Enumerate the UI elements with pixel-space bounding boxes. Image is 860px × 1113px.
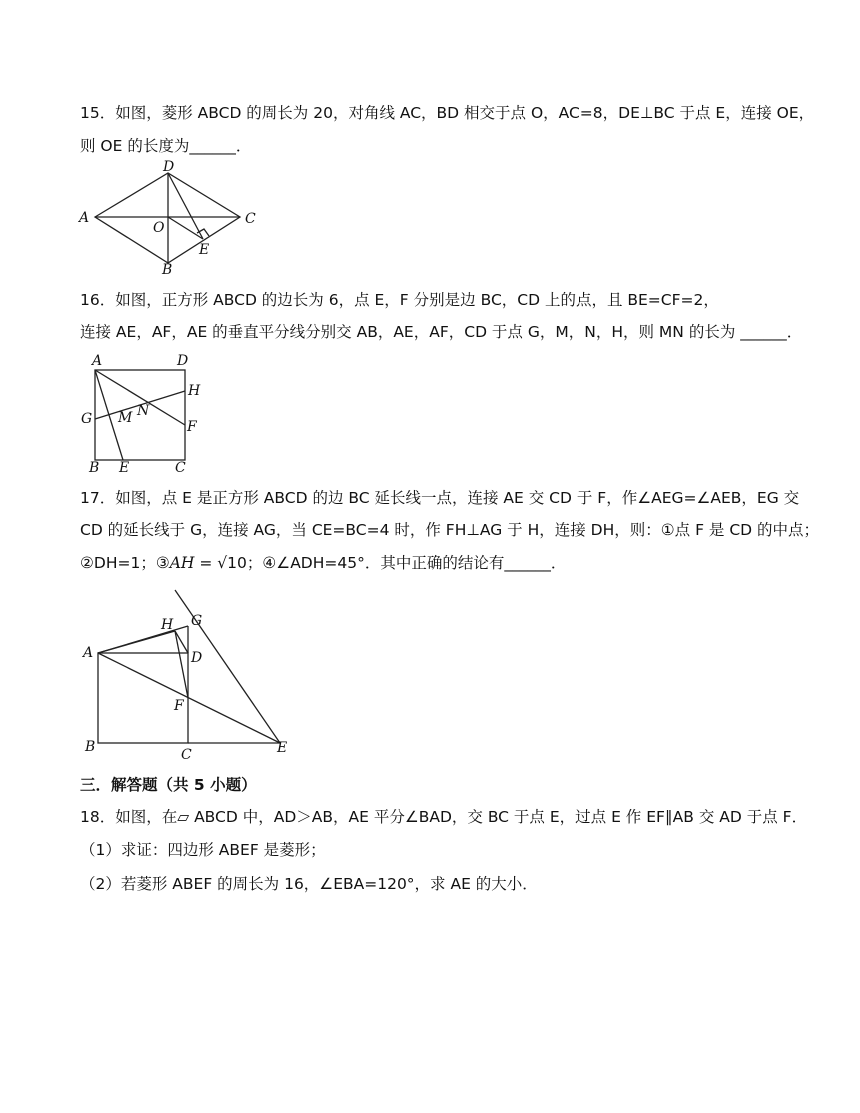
q16-square-figure: [75, 350, 210, 475]
label-a: A: [92, 353, 103, 369]
segment-ah: [98, 631, 175, 653]
q17-line3-a: ②DH=1；③: [80, 554, 170, 572]
label-d: D: [191, 650, 203, 666]
label-d: D: [177, 353, 189, 369]
label-e: E: [277, 740, 288, 756]
label-b: B: [89, 460, 100, 475]
q15-rhombus-figure: [70, 160, 270, 280]
label-a: A: [79, 210, 90, 226]
q18-part1: （1）求证：四边形 ABEF 是菱形；: [80, 841, 326, 859]
segment-de: [168, 173, 203, 239]
label-c: C: [245, 211, 256, 227]
label-n: N: [137, 403, 150, 419]
label-c: C: [181, 747, 192, 763]
label-h: H: [161, 617, 174, 633]
label-g: G: [191, 613, 203, 629]
q17-line3-b: ；④∠ADH=45°．其中正确的结论有______．: [246, 554, 567, 572]
section-3-title: 三．解答题（共 5 小题）: [80, 776, 257, 794]
label-a: A: [83, 645, 94, 661]
q18-line1: 18．如图，在▱ ABCD 中，AD＞AB，AE 平分∠BAD，交 BC 于点 E，过点 E 作 EF∥AB 交 AD 于点 F．: [80, 808, 808, 826]
label-c: C: [175, 460, 186, 475]
label-g: G: [81, 411, 93, 427]
q17-sqrt: √10: [217, 554, 247, 572]
q16-line2: 连接 AE，AF，AE 的垂直平分线分别交 AB，AE，AF，CD 于点 G，M，N，H，则 MN 的长为 ______．: [80, 323, 803, 341]
label-d: D: [163, 160, 175, 175]
q16-line1: 16．如图，正方形 ABCD 的边长为 6，点 E，F 分别是边 BC，CD 上的点，且 BE=CF=2，: [80, 291, 719, 309]
q17-line2: CD 的延长线于 G，连接 AG，当 CE=BC=4 时，作 FH⊥AG 于 H，连接 DH，则：①点 F 是 CD 的中点；: [80, 521, 820, 539]
q17-ah: AH: [169, 554, 195, 572]
label-e: E: [119, 460, 130, 475]
q15-line1: 15．如图，菱形 ABCD 的周长为 20，对角线 AC，BD 相交于点 O，AC=8，DE⊥BC 于点 E，连接 OE，: [80, 104, 815, 122]
label-f: F: [174, 698, 184, 714]
q17-square-figure: [75, 585, 300, 765]
label-o: O: [153, 220, 165, 236]
q15-line2: 则 OE 的长度为______．: [80, 137, 252, 155]
q18-part2: （2）若菱形 ABEF 的周长为 16，∠EBA=120°，求 AE 的大小．: [80, 875, 538, 893]
label-f: F: [187, 419, 197, 435]
q17-line1: 17．如图，点 E 是正方形 ABCD 的边 BC 延长线一点，连接 AE 交 CD 于 F，作∠AEG=∠AEB，EG 交: [80, 489, 800, 507]
q17-line3: [80, 553, 566, 573]
segment-ae: [98, 653, 280, 743]
label-b: B: [85, 739, 96, 755]
label-m: M: [118, 410, 133, 426]
label-b: B: [162, 262, 173, 278]
label-h: H: [188, 383, 201, 399]
label-e: E: [199, 242, 210, 258]
q17-eq: =: [194, 554, 218, 572]
